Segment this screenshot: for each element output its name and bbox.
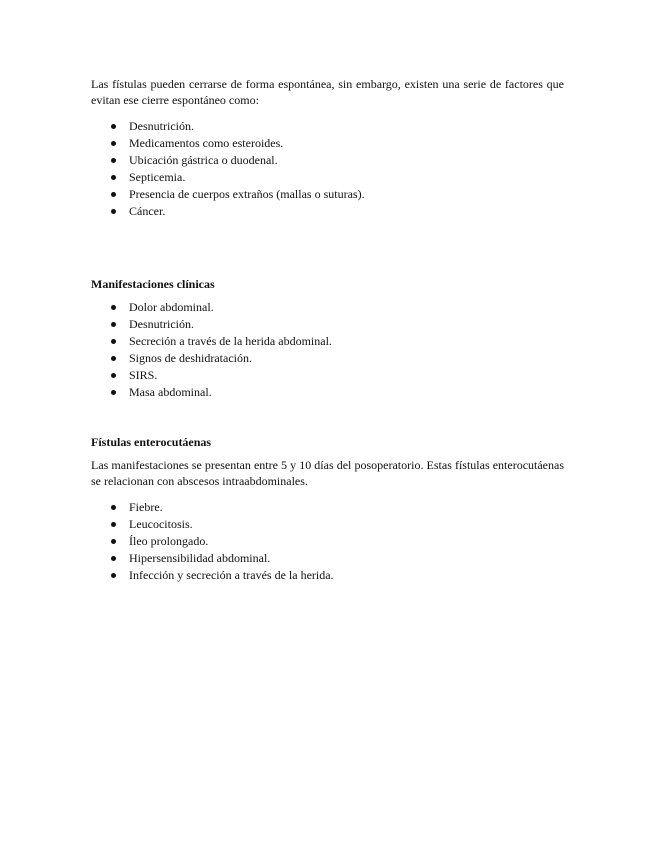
list-item: Ubicación gástrica o duodenal. xyxy=(91,152,564,169)
list-item: Dolor abdominal. xyxy=(91,299,564,316)
list-item: Signos de deshidratación. xyxy=(91,350,564,367)
list-item: Secreción a través de la herida abdominal. xyxy=(91,333,564,350)
manifestaciones-list xyxy=(91,299,564,401)
factors-list xyxy=(91,118,564,220)
list-item: Cáncer. xyxy=(91,203,564,220)
fistulas-paragraph: Las manifestaciones se presentan entre 5 y 10 días del posoperatorio. Estas fístulas enterocutáenas se relacionan con abscesos intraabdominales. xyxy=(91,458,564,488)
list-item: Medicamentos como esteroides. xyxy=(91,135,564,152)
fistulas-list xyxy=(91,499,564,584)
list-item: Íleo prolongado. xyxy=(91,533,564,550)
list-item: Leucocitosis. xyxy=(91,516,564,533)
page-content xyxy=(91,76,564,584)
list-item: Septicemia. xyxy=(91,169,564,186)
section-heading-fistulas: Fístulas enterocutáenas xyxy=(91,435,212,449)
list-item: Hipersensibilidad abdominal. xyxy=(91,550,564,567)
list-item: Desnutrición. xyxy=(91,118,564,135)
list-item: Fiebre. xyxy=(91,499,564,516)
section-heading-manifestaciones: Manifestaciones clínicas xyxy=(91,277,215,291)
intro-paragraph: Las fístulas pueden cerrarse de forma espontánea, sin embargo, existen una serie de factores que evitan ese cierre espontáneo como: xyxy=(91,77,564,107)
list-item: Infección y secreción a través de la herida. xyxy=(91,567,564,584)
list-item: SIRS. xyxy=(91,367,564,384)
list-item: Desnutrición. xyxy=(91,316,564,333)
list-item: Presencia de cuerpos extraños (mallas o suturas). xyxy=(91,186,564,203)
list-item: Masa abdominal. xyxy=(91,384,564,401)
